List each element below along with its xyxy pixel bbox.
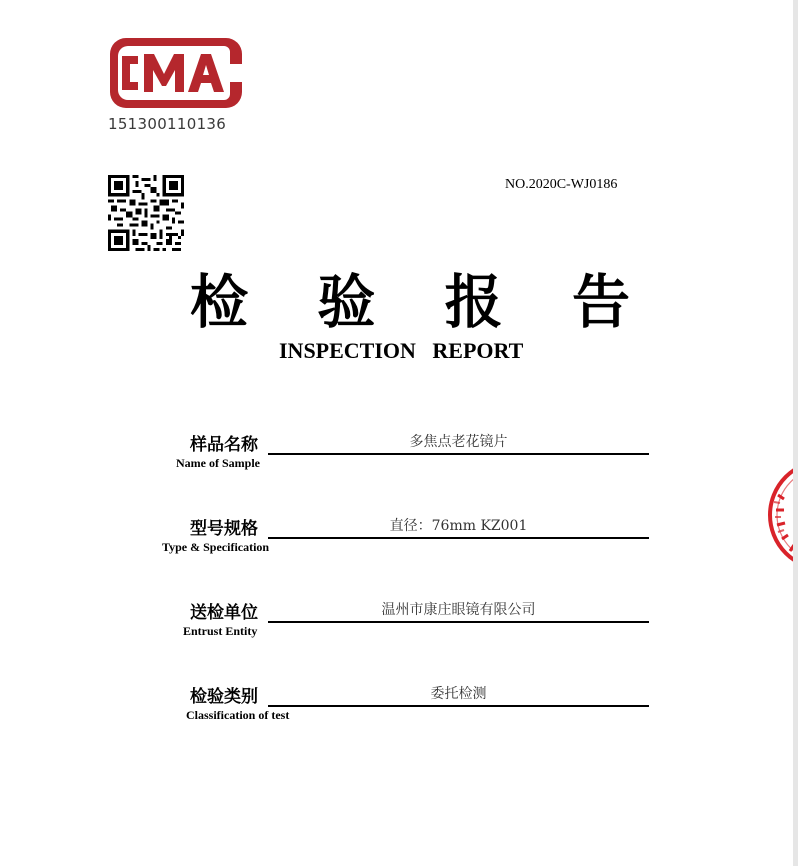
field-label-cn: 送检单位 xyxy=(190,603,258,623)
field-label-cn: 型号规格 xyxy=(190,519,258,539)
report-title-chinese xyxy=(190,266,630,338)
cma-logo-icon xyxy=(108,36,244,110)
cma-certificate-number: 151300110136 xyxy=(108,115,227,133)
title-char: 验 xyxy=(317,268,376,336)
field-label-en: Name of Sample xyxy=(176,456,260,470)
official-seal-icon xyxy=(762,455,793,575)
field-entrust-entity xyxy=(0,598,793,658)
qr-code-icon xyxy=(108,175,184,251)
field-value: 委托检测 xyxy=(268,685,649,707)
field-sample-name xyxy=(0,430,793,490)
field-label-cn: 检验类别 xyxy=(190,687,258,707)
field-value: 直径：76mm KZ001 xyxy=(268,517,649,539)
field-value: 多焦点老花镜片 xyxy=(268,433,649,455)
title-char: 报 xyxy=(444,268,503,336)
field-label-en: Classification of test xyxy=(186,708,290,722)
title-char: 检 xyxy=(190,268,249,336)
field-label-en: Entrust Entity xyxy=(183,624,258,638)
report-title-english: INSPECTION REPORT xyxy=(279,338,524,363)
page-edge xyxy=(793,0,798,866)
title-char: 告 xyxy=(571,268,630,336)
field-type-specification xyxy=(0,514,793,574)
field-label-en: Type & Specification xyxy=(162,540,270,554)
report-number: NO.2020C-WJ0186 xyxy=(505,177,618,192)
field-label-cn: 样品名称 xyxy=(190,435,258,455)
field-value: 温州市康庄眼镜有限公司 xyxy=(268,601,649,623)
field-test-classification xyxy=(0,682,793,742)
